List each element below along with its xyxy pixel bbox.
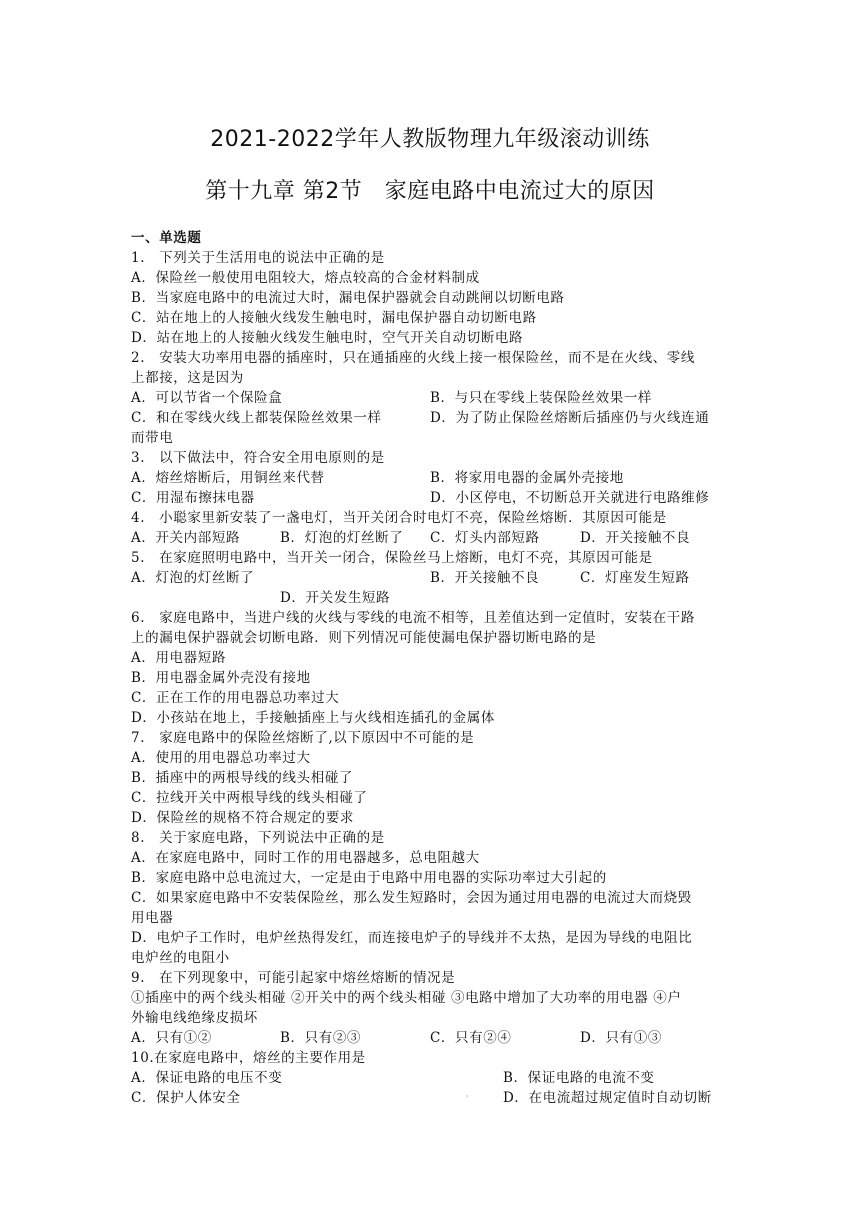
question-9-stem: 9. 在下列现象中，可能引起家中熔丝熔断的情况是 [131,970,456,986]
question-4-option-c: C．灯头内部短路 [430,530,540,546]
question-9-option-a: A．只有①② [131,1030,212,1046]
question-8-option-b: B．家庭电路中总电流过大，一定是由于电路中用电器的实际功率过大引起的 [131,870,607,886]
question-9-option-d: D．只有①③ [580,1030,662,1046]
question-2-option-a: A．可以节省一个保险盒 [131,390,283,406]
section-heading: 一、单选题 [131,230,202,246]
question-6-option-c: C．正在工作的用电器总功率过大 [131,690,340,706]
question-8-option-c-cont: 用电器 [131,910,174,926]
question-8-option-a: A．在家庭电路中，同时工作的用电器越多，总电阻越大 [131,850,480,866]
question-5-option-b: B．开关接触不良 [430,570,540,586]
question-3-option-d: D．小区停电，不切断总开关就进行电路维修 [430,490,710,506]
question-4-option-d: D．开关接触不良 [580,530,691,546]
question-10-option-c: C．保护人体安全 [131,1090,241,1106]
question-8-option-c: C．如果家庭电路中不安装保险丝，那么发生短路时，会因为通过用电器的电流过大而烧毁 [131,890,692,906]
question-3-stem: 3. 以下做法中，符合安全用电原则的是 [131,450,385,466]
question-1-option-c: C．站在地上的人接触火线发生触电时，漏电保护器自动切断电路 [131,310,537,326]
question-9-items-cont: 外输电线绝缘皮损坏 [131,1010,258,1026]
question-3-option-c: C．用湿布擦抹电器 [131,490,255,506]
question-7-option-d: D．保险丝的规格不符合规定的要求 [131,810,354,826]
question-6-stem-cont: 上的漏电保护器就会切断电路．则下列情况可能使漏电保护器切断电路的是 [131,630,597,646]
question-5-option-c: C．灯座发生短路 [580,570,690,586]
question-7-option-b: B．插座中的两根导线的线头相碰了 [131,770,354,786]
question-9-option-c: C．只有②④ [430,1030,512,1046]
question-6-option-b: B．用电器金属外壳没有接地 [131,670,311,686]
question-4-option-b: B．灯泡的灯丝断了 [280,530,404,546]
question-4-option-a: A．开关内部短路 [131,530,241,546]
question-2-option-b: B．与只在零线上装保险丝效果一样 [430,390,653,406]
question-1-stem: 1. 下列关于生活用电的说法中正确的是 [131,250,385,266]
question-10-stem: 10.在家庭电路中，熔丝的主要作用是 [131,1050,366,1066]
question-8-option-d: D．电炉子工作时，电炉丝热得发红，而连接电炉子的导线并不太热，是因为导线的电阻比 [131,930,693,946]
question-5-stem: 5. 在家庭照明电路中，当开关一闭合，保险丝马上熔断，电灯不亮，其原因可能是 [131,550,653,566]
question-10-option-a: A．保证电路的电压不变 [131,1070,283,1086]
question-3-option-a: A．熔丝熔断后，用铜丝来代替 [131,470,325,486]
question-7-stem: 7. 家庭电路中的保险丝熔断了,以下原因中不可能的是 [131,730,475,746]
question-6-option-d: D．小孩站在地上，手接触插座上与火线相连插孔的金属体 [131,710,495,726]
document-title: 2021-2022学年人教版物理九年级滚动训练 [210,127,650,152]
question-8-stem: 8. 关于家庭电路，下列说法中正确的是 [131,830,385,846]
document-subtitle: 第十九章 第2节 家庭电路中电流过大的原因 [205,179,655,204]
question-9-items: ①插座中的两个线头相碰 ②开关中的两个线头相碰 ③电路中增加了大功率的用电器 ④户 [131,990,682,1006]
question-2-option-d-cont: 而带电 [131,430,174,446]
question-3-option-b: B．将家用电器的金属外壳接地 [430,470,624,486]
question-7-option-a: A．使用的用电器总功率过大 [131,750,311,766]
question-9-option-b: B．只有②③ [280,1030,362,1046]
question-2-option-d: D．为了防止保险丝熔断后插座仍与火线连通 [430,410,710,426]
question-6-stem: 6. 家庭电路中，当进户线的火线与零线的电流不相等，且差值达到一定值时，安装在干路 [131,610,695,626]
question-2-option-c: C．和在零线火线上都装保险丝效果一样 [131,410,382,426]
stray-mark: ' [466,1094,469,1103]
question-1-option-a: A．保险丝一般使用电阻较大，熔点较高的合金材料制成 [131,270,480,286]
question-1-option-d: D．站在地上的人接触火线发生触电时，空气开关自动切断电路 [131,330,524,346]
question-4-stem: 4. 小聪家里新安装了一盏电灯，当开关闭合时电灯不亮，保险丝熔断．其原因可能是 [131,510,667,526]
question-10-option-d: D．在电流超过规定值时自动切断 [503,1090,712,1106]
question-10-option-b: B．保证电路的电流不变 [503,1070,655,1086]
question-6-option-a: A．用电器短路 [131,650,226,666]
question-2-stem-cont: 上都接，这是因为 [131,370,244,386]
question-1-option-b: B．当家庭电路中的电流过大时，漏电保护器就会自动跳闸以切断电路 [131,290,565,306]
question-2-stem: 2. 安装大功率用电器的插座时，只在通插座的火线上接一根保险丝，而不是在火线、零线 [131,350,695,366]
question-8-option-d-cont: 电炉丝的电阻小 [131,950,230,966]
question-5-option-a: A．灯泡的灯丝断了 [131,570,255,586]
question-5-option-d: D．开关发生短路 [280,590,391,606]
question-7-option-c: C．拉线开关中两根导线的线头相碰了 [131,790,368,806]
